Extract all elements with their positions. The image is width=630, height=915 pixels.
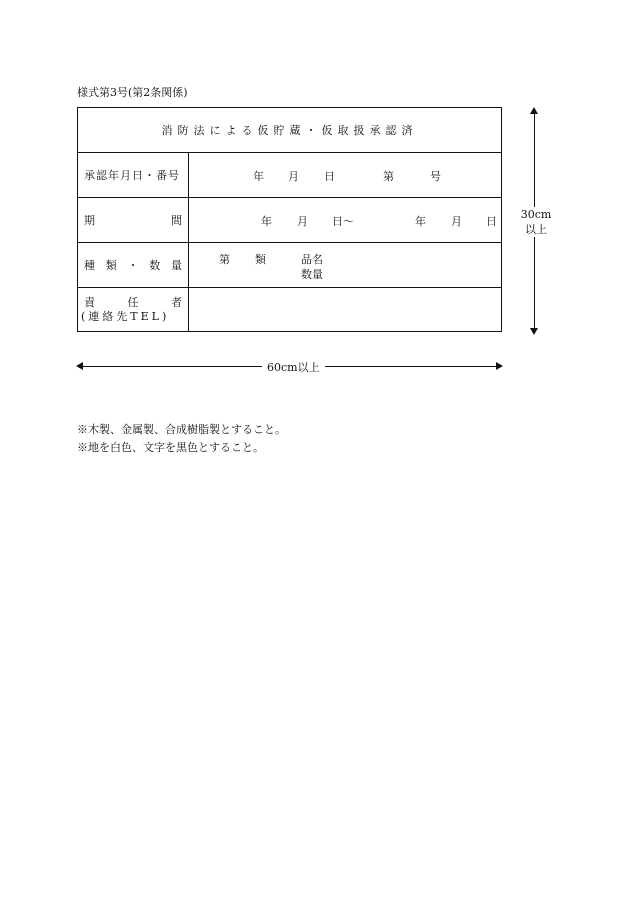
approval-month: 月 — [288, 170, 299, 183]
form-title: 様式第3号(第2条関係) — [77, 86, 188, 99]
type-label-b: 類 — [105, 259, 117, 272]
type-row — [78, 243, 502, 288]
type-field — [189, 243, 502, 288]
type-label-e: 量 — [171, 259, 182, 272]
height-dimension-label — [519, 207, 553, 237]
note-color: ※地を白色、文字を黒色とすること。 — [77, 441, 264, 454]
height-suffix: 以上 — [525, 223, 547, 236]
sign-heading: 消防法による仮貯蔵・仮取扱承認済 — [78, 108, 502, 153]
person-label-c: 者 — [171, 295, 182, 309]
approval-year: 年 — [253, 170, 264, 183]
type-label-c: ・ — [127, 259, 139, 272]
period-label-cell — [78, 198, 189, 243]
type-label-cell — [78, 243, 189, 288]
approval-field — [189, 153, 502, 198]
period-row — [78, 198, 502, 243]
period-field — [189, 198, 502, 243]
type-label-d: 数 — [149, 259, 161, 272]
arrow-down-head — [530, 328, 538, 335]
heading-row — [78, 108, 502, 153]
type-rui: 類 — [255, 253, 266, 266]
sign-table — [77, 107, 502, 332]
type-label-a: 種 — [84, 259, 95, 272]
type-dai: 第 — [219, 253, 230, 266]
approval-day: 日 — [324, 170, 335, 183]
approval-row — [78, 153, 502, 198]
type-quantity: 数量 — [301, 268, 323, 281]
person-field — [189, 288, 502, 332]
width-dimension-label: 60cm以上 — [262, 359, 325, 375]
person-label-b: 任 — [127, 295, 139, 309]
person-label-cell — [78, 288, 189, 332]
type-product-name: 品名 — [301, 253, 323, 266]
arrow-right-head — [496, 362, 503, 370]
note-material: ※木製、金属製、合成樹脂製とすること。 — [77, 423, 286, 436]
period-from-year: 年 — [261, 215, 272, 228]
period-to-year: 年 — [415, 215, 426, 228]
period-to-day: 日 — [486, 215, 497, 228]
notes — [77, 421, 286, 457]
approval-label: 承認年月日・番号 — [84, 169, 180, 182]
person-row — [78, 288, 502, 332]
approval-dai: 第 — [383, 170, 394, 183]
period-label-a: 期 — [84, 214, 95, 227]
period-from-month: 月 — [297, 215, 308, 228]
period-label-b: 間 — [171, 214, 182, 227]
period-to-month: 月 — [451, 215, 462, 228]
approval-go: 号 — [430, 170, 441, 183]
person-label-a: 責 — [84, 295, 95, 309]
height-value: 30cm — [520, 208, 552, 221]
person-label-contact: (連絡先TEL) — [81, 309, 170, 323]
period-from-day: 日〜 — [332, 215, 354, 228]
approval-label-cell — [78, 153, 189, 198]
